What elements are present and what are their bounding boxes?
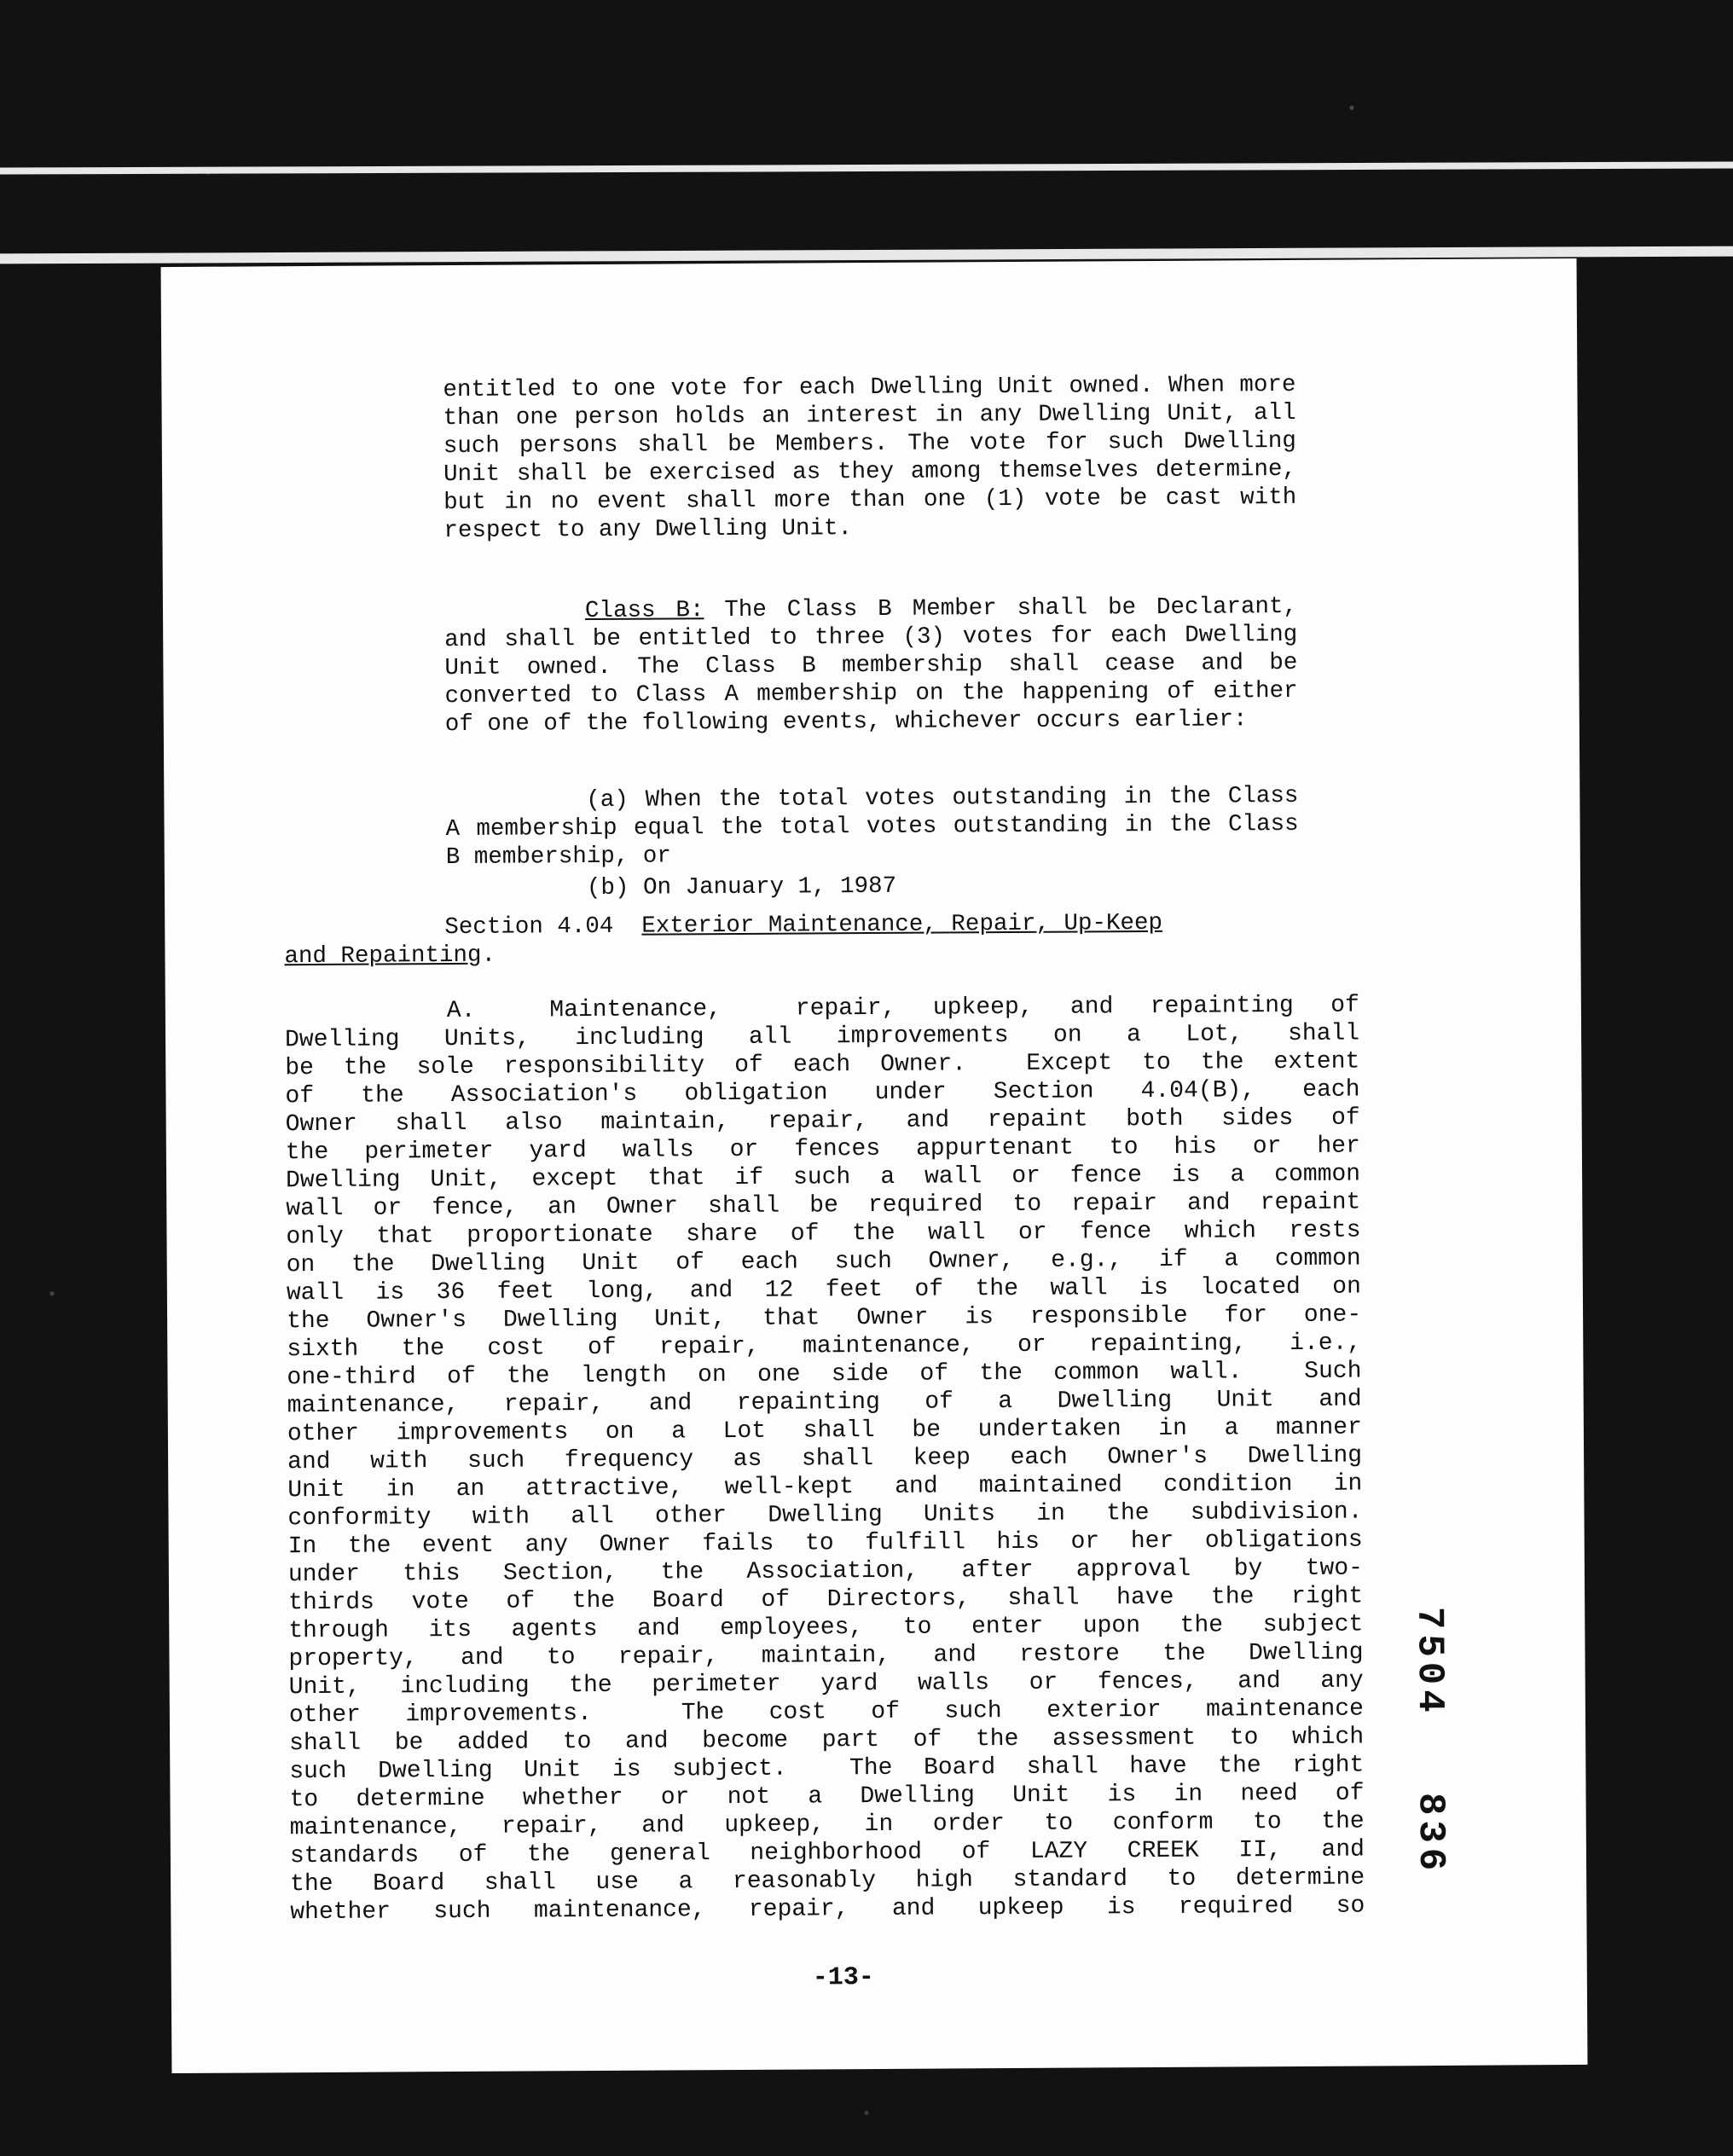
members-paragraph: [443, 371, 1296, 545]
paragraph-a-line: such Dwelling Unit is subject. The Board shall have the right: [289, 1752, 1365, 1786]
paragraph-a-line: wall or fence, an Owner shall be required to repair and repaint: [286, 1189, 1361, 1223]
margin-book-number: 7504: [1407, 1606, 1451, 1718]
paragraph-a-line: Unit, including the perimeter yard walls or fences, and any: [288, 1667, 1364, 1701]
paragraph-a-line: standards of the general neighborhood of LAZY CREEK II, and: [289, 1836, 1365, 1870]
paragraph-a-line: In the event any Owner fails to fulfill his or her obligations: [287, 1527, 1363, 1561]
paragraph-a-line: of the Association's obligation under Section 4.04(B), each: [285, 1076, 1360, 1110]
page-number: -13-: [812, 1963, 874, 1993]
section-title-line-2: and Repainting: [284, 942, 482, 971]
paragraph-a-line: A. Maintenance, repair, upkeep, and repainting of: [446, 992, 1359, 1025]
paragraph-a-line: be the sole responsibility of each Owner. Except to the extent: [285, 1048, 1360, 1082]
paragraph-a-line: thirds vote of the Board of Directors, shall have the right: [288, 1583, 1364, 1617]
paragraph-a-line: to determine whether or not a Dwelling Unit is in need of: [289, 1780, 1365, 1814]
class-b-text: The Class B Member shall be Declarant, and shall be entitled to three (3) votes for each Dwelling Unit owned. The Class B membership shall cease and be converted to Class A membership on the happening of either of one of the following events, whichever occurs earlier:: [444, 593, 1298, 739]
item-a-label: (a): [586, 786, 629, 814]
paragraph-a-line: maintenance, repair, and upkeep, in order to conform to the: [289, 1808, 1365, 1842]
paragraph-a-line: through its agents and employees, to enter upon the subject: [288, 1611, 1364, 1645]
class-b-paragraph: [444, 593, 1298, 739]
document-page: [161, 258, 1588, 2073]
paragraph-a-line: shall be added to and become part of the assessment to which: [289, 1724, 1365, 1758]
paragraph-a-line: other improvements on a Lot shall be undertaken in a manner: [287, 1414, 1362, 1448]
paragraph-a-line: property, and to repair, maintain, and restore the Dwelling: [288, 1639, 1364, 1673]
paragraph-a-line: one-third of the length on one side of the common wall. Such: [287, 1358, 1362, 1392]
item-b-text: On January 1, 1987: [642, 872, 897, 901]
paragraph-a-line: Owner shall also maintain, repair, and repaint both sides of: [285, 1104, 1360, 1139]
section-title-line-1: Exterior Maintenance, Repair, Up-Keep: [641, 909, 1163, 940]
paragraph-a-line: on the Dwelling Unit of each such Owner, e.g., if a common: [286, 1245, 1361, 1279]
paragraph-a-line: Dwelling Units, including all improvements on a Lot, shall: [284, 1020, 1360, 1054]
item-b-paragraph: [446, 870, 1299, 903]
paragraph-a-line: sixth the cost of repair, maintenance, or repainting, i.e.,: [287, 1330, 1362, 1364]
paragraph-a-line: and with such frequency as shall keep each Owner's Dwelling: [287, 1442, 1363, 1476]
section-number: Section 4.04: [444, 913, 614, 942]
paragraph-a-line: Unit in an attractive, well-kept and maintained condition in: [287, 1470, 1363, 1504]
paragraph-a-line: the perimeter yard walls or fences appurtenant to his or her: [285, 1133, 1360, 1167]
paragraph-a-line: whether such maintenance, repair, and upkeep is required so: [290, 1892, 1365, 1927]
item-a-paragraph: [445, 782, 1299, 872]
paragraph-a-line: conformity with all other Dwelling Units in the subdivision.: [287, 1498, 1363, 1533]
paragraph-a-line: maintenance, repair, and repainting of a Dwelling Unit and: [287, 1386, 1362, 1420]
item-a-text: When the total votes outstanding in the Class A membership equal the total votes outstanding in the Class B membership, or: [445, 782, 1299, 872]
paragraph-a-line: Dwelling Unit, except that if such a wall or fence is a common: [286, 1161, 1361, 1195]
section-heading: Section 4.04 Exterior Maintenance, Repair, Up-Keep and Repainting.: [284, 909, 1163, 971]
paragraph-a-line: wall is 36 feet long, and 12 feet of the wall is located on: [286, 1273, 1361, 1307]
item-b-label: (b): [586, 874, 629, 902]
paragraph-a-line: other improvements. The cost of such exterior maintenance: [288, 1695, 1364, 1730]
paragraph-a-line: the Owner's Dwelling Unit, that Owner is responsible for one-: [287, 1301, 1362, 1336]
paragraph-a-line: under this Section, the Association, after approval by two-: [287, 1555, 1363, 1589]
paragraph-a-line: only that proportionate share of the wall or fence which rests: [286, 1217, 1361, 1251]
margin-page-number: 836: [1408, 1792, 1452, 1876]
paragraph-a-line: the Board shall use a reasonably high standard to determine: [290, 1864, 1365, 1898]
class-b-label: Class B:: [584, 597, 704, 625]
paragraph-a: [285, 992, 1365, 1927]
members-paragraph-text: entitled to one vote for each Dwelling Unit owned. When more than one person holds an interest in any Dwelling Unit, all such persons shall be Members. The vote for such Dwelling Unit shall be exercised as they among themselves determine, but in no event shall more than one (1) vote be cast with respect to any Dwelling Unit.: [443, 371, 1297, 545]
